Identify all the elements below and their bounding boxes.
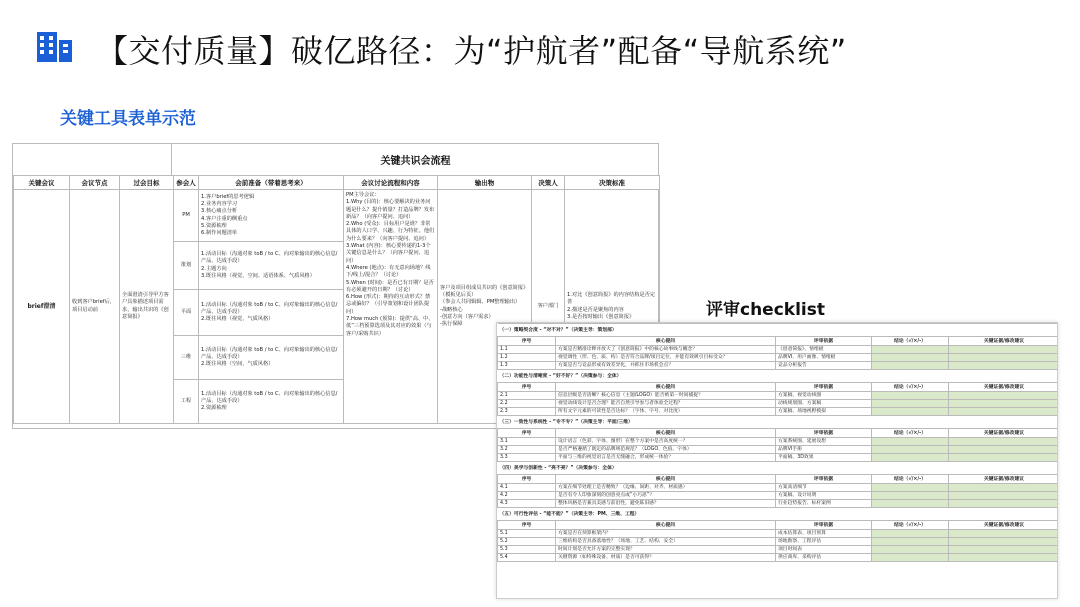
header-cell: 评审依据: [776, 475, 872, 484]
table-row: [498, 500, 1059, 508]
checklist-cell: 5.1: [498, 530, 556, 538]
conclusion-input[interactable]: [872, 438, 949, 446]
checklist-cell: 方案在细节处理上是否精致？（边缘、间距、对齐、材质感）: [556, 484, 776, 492]
table-row: [498, 346, 1059, 354]
header-cell: 关键证据/修改建议: [949, 521, 1059, 530]
criteria-cell: 1.对比《创意简报》的内容结构是否完善 2.描述是否是聚焦的内容 3.是否按时输出《创意简报》: [565, 190, 660, 424]
checklist-section-title: （三）一致性与系统性 - “专不专？”（决策主导：平面/三维）: [498, 416, 1059, 429]
table-row: [498, 400, 1059, 408]
checklist-cell: 平面与三维的视觉语言是否无缝融合，形成统一体验？: [556, 454, 776, 462]
evidence-input[interactable]: [949, 392, 1059, 400]
checklist-header-row: [498, 521, 1059, 530]
header-cell: 核心提问: [556, 521, 776, 530]
checklist-cell: 《创意简报》、情绪板: [776, 346, 872, 354]
checklist-cell: 行业趋势报告、标杆案例: [776, 500, 872, 508]
header-cell: 序号: [498, 337, 556, 346]
checklist-cell: 方案高清细节: [776, 484, 872, 492]
header-cell: 决策标准: [565, 176, 660, 190]
checklist-cell: 方案是否在预算框架内？: [556, 530, 776, 538]
checklist-cell: 供应商库、采购评估: [776, 554, 872, 562]
checklist-cell: 平面稿、3D效果: [776, 454, 872, 462]
header-cell: 会议讨论流程和内容: [344, 176, 438, 190]
checklist-cell: 方案稿、场地视野模拟: [776, 408, 872, 416]
table-row: [498, 554, 1059, 562]
checklist-section-title: （一）策略契合度 - “对不对？”（决策主导：策划部）: [498, 324, 1059, 337]
table-row: [498, 438, 1059, 446]
header-cell: 评审依据: [776, 521, 872, 530]
conclusion-input[interactable]: [872, 400, 949, 408]
table-row: [498, 408, 1059, 416]
checklist-cell: 2.3: [498, 408, 556, 416]
prep-cell: 1.活动目标（沟通对象 toB / to C、向对象输出的核心信息/产品、达成手段） 2.既往风格（视觉、气质风格）: [199, 290, 344, 336]
checklist-cell: 3.1: [498, 438, 556, 446]
checklist-cell: 项目时间表: [776, 546, 872, 554]
checklist-cell: 方案稿、设计说明: [776, 492, 872, 500]
checklist-cell: 方案是否与竞品形成有效差异化，并抓住市场机会点？: [556, 362, 776, 370]
checklist-cell: 方案是否精准诠释并放大了《创意简报》中的核心故事线与概念？: [556, 346, 776, 354]
attendee-role: 平面: [174, 290, 199, 336]
header-cell: 会前准备（带着思考来）: [199, 176, 344, 190]
attendee-role: PM: [174, 190, 199, 242]
flow-header-row: [14, 176, 660, 190]
evidence-input[interactable]: [949, 438, 1059, 446]
checklist-cell: 5.4: [498, 554, 556, 562]
conclusion-input[interactable]: [872, 446, 949, 454]
table-row: [498, 538, 1059, 546]
evidence-input[interactable]: [949, 362, 1059, 370]
header-cell: 序号: [498, 475, 556, 484]
conclusion-input[interactable]: [872, 530, 949, 538]
header-cell: 结论（√/×/-）: [872, 383, 949, 392]
checklist-cell: 竞品分析报告: [776, 362, 872, 370]
checklist-cell: 三维结构是否具备落地性？（场地、工艺、结构、安全）: [556, 538, 776, 546]
header-cell: 关键证据/修改建议: [949, 429, 1059, 438]
table-row: [498, 530, 1059, 538]
meeting-node: 收到客户brief后，项目启动前: [70, 190, 120, 424]
header-cell: 序号: [498, 521, 556, 530]
table-row: [498, 354, 1059, 362]
table-row: [14, 190, 660, 242]
header-cell: 核心提问: [556, 383, 776, 392]
prep-cell: 1.活动目标（沟通对象 toB / to C、向对象输出的核心信息/产品、达成手段） 2.主题方向 3.既往风格（视觉、空间、适语体系、气质风格）: [199, 242, 344, 290]
checklist-cell: 信息层级是否清晰？核心信息（主题/LOGO）能否被第一时间捕捉？: [556, 392, 776, 400]
conclusion-input[interactable]: [872, 546, 949, 554]
checklist-header-row: [498, 383, 1059, 392]
header-cell: 核心提问: [556, 429, 776, 438]
header-cell: 结论（√/×/-）: [872, 337, 949, 346]
prep-cell: 1.客户brief的思考逻辑 2.业务内容学习 3.核心痛点分析 4.客户注重的侧重点 5.资源梳理 6.制作问题清单: [199, 190, 344, 242]
header-cell: 评审依据: [776, 383, 872, 392]
header-cell: 结论（√/×/-）: [872, 429, 949, 438]
prep-cell: 1.活动目标（沟通对象 toB / to C、向对象输出的核心信息/产品、达成手段） 2.既往风格（空间、气质风格）: [199, 336, 344, 380]
checklist-cell: 场地勘察、工程评估: [776, 538, 872, 546]
checklist-cell: 成本估算表、项目预算: [776, 530, 872, 538]
conclusion-input[interactable]: [872, 484, 949, 492]
evidence-input[interactable]: [949, 538, 1059, 546]
decider-cell: 客户部门: [532, 190, 565, 424]
header-cell: 评审依据: [776, 337, 872, 346]
checklist-section-title: （四）美学与创新性 - “亮不亮？”（决策参与：全体）: [498, 462, 1059, 475]
checklist-header-row: [498, 429, 1059, 438]
output-cell: 客户及项目组成员共识的《创意简报》（模板见后页） （参会人共同辑辑、PM整理输出） -战略核心 -创意方向（客户需求） -执行保障: [438, 190, 532, 424]
header-cell: 结论（√/×/-）: [872, 475, 949, 484]
header-cell: 序号: [498, 383, 556, 392]
checklist-cell: 5.2: [498, 538, 556, 546]
page-title: 【交付质量】破亿路径：为“护航者”配备“导航系统”: [96, 32, 847, 70]
checklist-cell: 视觉调性（形、色、质、构）是否符合品牌/项目定位，并能有效吸引目标受众？: [556, 354, 776, 362]
checklist-cell: 动线规划图、方案稿: [776, 400, 872, 408]
table-row: [498, 454, 1059, 462]
meeting-goal: 全面澄清引导甲方客户具象描述项目需求，输出共识的《创意简报》: [120, 190, 174, 424]
evidence-input[interactable]: [949, 454, 1059, 462]
checklist-cell: 2.2: [498, 400, 556, 408]
header-cell: 决策人: [532, 176, 565, 190]
evidence-input[interactable]: [949, 408, 1059, 416]
attendee-role: 工程: [174, 380, 199, 424]
table-row: [498, 446, 1059, 454]
evidence-input[interactable]: [949, 484, 1059, 492]
header-cell: 核心提问: [556, 475, 776, 484]
header-cell: 过会目标: [120, 176, 174, 190]
section-subtitle: 关键工具表单示范: [60, 109, 196, 129]
checklist-cell: 方案系统图、延展设想: [776, 438, 872, 446]
checklist-cell: 2.1: [498, 392, 556, 400]
checklist-cell: 关键资源（如特殊设备、材质）是否可获得？: [556, 554, 776, 562]
evidence-input[interactable]: [949, 554, 1059, 562]
header-cell: 序号: [498, 429, 556, 438]
checklist-cell: 5.3: [498, 546, 556, 554]
conclusion-input[interactable]: [872, 392, 949, 400]
conclusion-input[interactable]: [872, 454, 949, 462]
header-cell: 参会人: [174, 176, 199, 190]
checklist-cell: 4.3: [498, 500, 556, 508]
checklist-cell: 设计语言（色彩、字体、图形）在整个方案中是否高度统一？: [556, 438, 776, 446]
header-cell: 核心提问: [556, 337, 776, 346]
evidence-input[interactable]: [949, 546, 1059, 554]
conclusion-input[interactable]: [872, 346, 949, 354]
checklist-header-row: [498, 475, 1059, 484]
review-checklist: [496, 322, 1058, 599]
evidence-input[interactable]: [949, 400, 1059, 408]
evidence-input[interactable]: [949, 530, 1059, 538]
table-row: [498, 392, 1059, 400]
checklist-cell: 整体风格是否兼具美感与前沿性，避免陈旧感？: [556, 500, 776, 508]
conclusion-input[interactable]: [872, 538, 949, 546]
table-row: [498, 492, 1059, 500]
conclusion-input[interactable]: [872, 354, 949, 362]
attendee-role: 三维: [174, 336, 199, 380]
header-cell: 关键证据/修改建议: [949, 383, 1059, 392]
header-cell: 关键会议: [14, 176, 70, 190]
checklist-cell: 品牌VI手册: [776, 446, 872, 454]
table-row: [498, 362, 1059, 370]
checklist-section-title: （二）功能性与清晰度 - “好不好？”（决策参与：全体）: [498, 370, 1059, 383]
discussion-cell: PM主导会议： 1.Why (目的)：核心要解决的业务问题是什么？提升销量？打造品牌？发布新品？（向客户提问、追问） 2.Who (受众)：目标用户是谁？非常具体的人口学、兴趣、行为特征。他们为什么要来？（向客户提问、追问） 3.What (内容)：核心要传递的1-3个关键信息是什么？（向客户提问、追问） 4.Where (地点)：有无意向场地？线下/线上/混合？（讨论） 5.When (时间)：是否已有日期？是否有必须避开的日期？（讨论） 6.How (形式)：期待的互动形式？禁忌或偏好？（引导策划和设计团队提问） 7.How much (预算)：提供“高、中、低”三档预算选项及其对应的效果（与客户/采购共识）: [344, 190, 438, 424]
evidence-input[interactable]: [949, 446, 1059, 454]
checklist-cell: 品牌VI、用户画像、情绪板: [776, 354, 872, 362]
checklist-cell: 是否有令人印象深刻的创意亮点或“小巧思”？: [556, 492, 776, 500]
meeting-name: brief澄清: [14, 190, 70, 424]
conclusion-input[interactable]: [872, 408, 949, 416]
header-cell: 会议节点: [70, 176, 120, 190]
evidence-input[interactable]: [949, 500, 1059, 508]
evidence-input[interactable]: [949, 492, 1059, 500]
checklist-cell: 3.3: [498, 454, 556, 462]
checklist-header-row: [498, 337, 1059, 346]
checklist-cell: 时间计划是否允许方案的完整实现？: [556, 546, 776, 554]
conclusion-input[interactable]: [872, 554, 949, 562]
checklist-cell: 是否严格遵循了既定的品牌规范规范？（LOGO、色值、字体）: [556, 446, 776, 454]
checklist-cell: 3.2: [498, 446, 556, 454]
prep-cell: 1.活动目标（沟通对象 toB / to C、向对象输出的核心信息/产品、达成手段） 2.资源梳理: [199, 380, 344, 424]
checklist-cell: 4.2: [498, 492, 556, 500]
checklist-cell: 方案稿、视觉动线图: [776, 392, 872, 400]
checklist-cell: 1.1: [498, 346, 556, 354]
conclusion-input[interactable]: [872, 500, 949, 508]
checklist-cell: 1.2: [498, 354, 556, 362]
building-icon: [36, 30, 74, 64]
conclusion-input[interactable]: [872, 492, 949, 500]
checklist-cell: 视觉动线设计是否合理？能否自然引导参与者体验全过程？: [556, 400, 776, 408]
header-cell: 输出物: [438, 176, 532, 190]
evidence-input[interactable]: [949, 346, 1059, 354]
checklist-cell: 所有文字元素的可读性是否达标？（字体、字号、对比度）: [556, 408, 776, 416]
header-cell: 关键证据/修改建议: [949, 475, 1059, 484]
header-cell: 关键证据/修改建议: [949, 337, 1059, 346]
checklist-title: 评审checklist: [706, 300, 825, 320]
attendee-role: 策划: [174, 242, 199, 290]
header-cell: 结论（√/×/-）: [872, 521, 949, 530]
header-cell: 评审依据: [776, 429, 872, 438]
flow-table-caption: 关键共识会流程: [171, 144, 659, 175]
checklist-cell: 4.1: [498, 484, 556, 492]
checklist-section-title: （五）可行性评估 - “能不能？”（决策主导：PM、三维、工程）: [498, 508, 1059, 521]
evidence-input[interactable]: [949, 354, 1059, 362]
table-row: [498, 484, 1059, 492]
checklist-cell: 1.3: [498, 362, 556, 370]
table-row: [498, 546, 1059, 554]
conclusion-input[interactable]: [872, 362, 949, 370]
